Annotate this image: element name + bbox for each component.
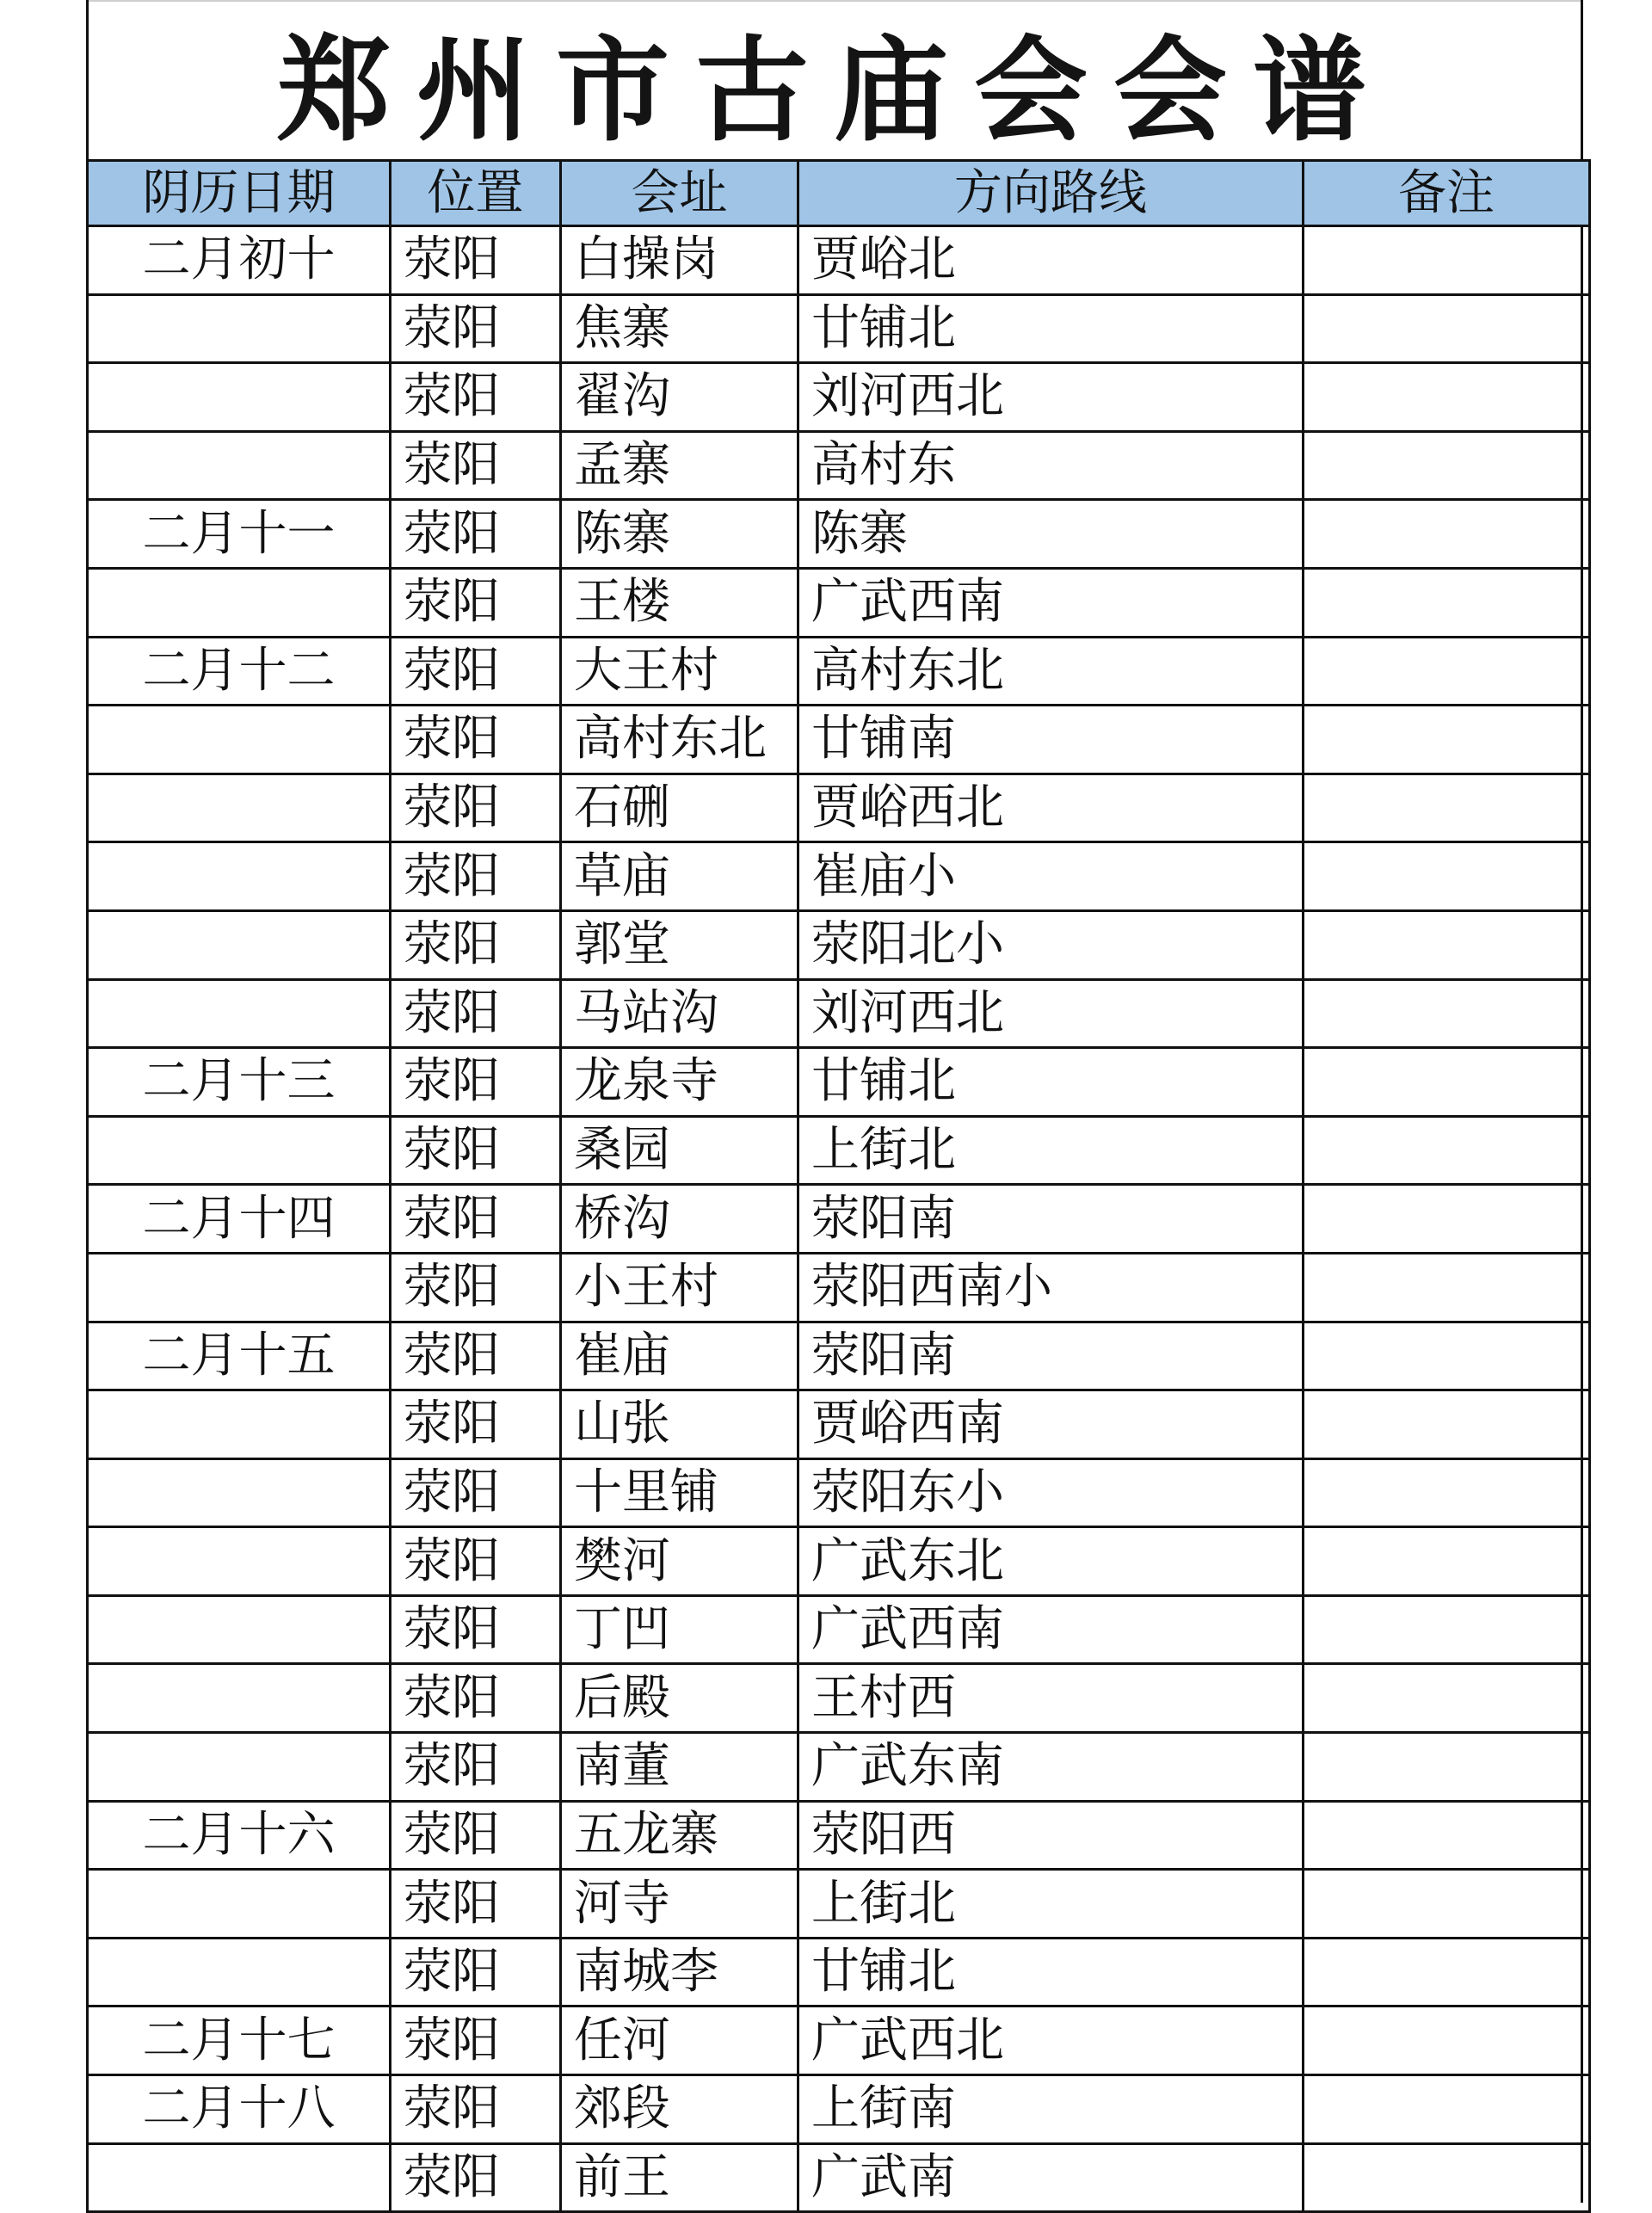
location-cell: 荥阳: [391, 1458, 561, 1527]
date-cell: [88, 1938, 391, 2006]
location-cell: 荥阳: [391, 1116, 561, 1185]
venue-cell: 桑园: [561, 1116, 798, 1185]
venue-cell: 高村东北: [561, 706, 798, 774]
date-cell: 二月十三: [88, 1048, 391, 1117]
table-row: [88, 1253, 1590, 1322]
date-cell: 二月十一: [88, 500, 391, 569]
route-cell: 王村西: [798, 1664, 1304, 1733]
route-cell: 广武南: [798, 2143, 1304, 2212]
table-row: [88, 431, 1590, 500]
location-cell: 荥阳: [391, 1595, 561, 1664]
date-cell: [88, 774, 391, 842]
route-cell: 贾峪北: [798, 226, 1304, 295]
route-cell: 广武西南: [798, 1595, 1304, 1664]
venue-cell: 后殿: [561, 1664, 798, 1733]
route-cell: 贾峪西南: [798, 1390, 1304, 1459]
date-cell: [88, 568, 391, 637]
route-cell: 荥阳北小: [798, 910, 1304, 979]
venue-cell: 南董: [561, 1733, 798, 1802]
notes-cell: [1304, 1390, 1590, 1459]
venue-cell: 十里铺: [561, 1458, 798, 1527]
venue-cell: 马站沟: [561, 979, 798, 1048]
date-cell: [88, 1733, 391, 1802]
route-cell: 荥阳东小: [798, 1458, 1304, 1527]
venue-cell: 大王村: [561, 637, 798, 706]
venue-cell: 孟寨: [561, 431, 798, 500]
spreadsheet-page: [86, 0, 1583, 2203]
header-notes: 备注: [1304, 161, 1590, 226]
location-cell: 荥阳: [391, 1938, 561, 2006]
location-cell: 荥阳: [391, 2075, 561, 2144]
location-cell: 荥阳: [391, 842, 561, 911]
table-row: [88, 706, 1590, 774]
venue-cell: 翟沟: [561, 363, 798, 432]
notes-cell: [1304, 1870, 1590, 1939]
route-cell: 荥阳南: [798, 1322, 1304, 1390]
route-cell: 广武西北: [798, 2006, 1304, 2075]
date-cell: [88, 1116, 391, 1185]
date-cell: 二月十五: [88, 1322, 391, 1390]
date-cell: [88, 363, 391, 432]
date-cell: 二月十二: [88, 637, 391, 706]
location-cell: 荥阳: [391, 500, 561, 569]
date-cell: 二月十六: [88, 1801, 391, 1870]
venue-cell: 南城李: [561, 1938, 798, 2006]
location-cell: 荥阳: [391, 637, 561, 706]
location-cell: 荥阳: [391, 1801, 561, 1870]
table-row: [88, 1664, 1590, 1733]
location-cell: 荥阳: [391, 363, 561, 432]
table-row: [88, 774, 1590, 842]
date-cell: [88, 294, 391, 363]
notes-cell: [1304, 1458, 1590, 1527]
venue-cell: 草庙: [561, 842, 798, 911]
notes-cell: [1304, 842, 1590, 911]
notes-cell: [1304, 431, 1590, 500]
notes-cell: [1304, 1185, 1590, 1254]
notes-cell: [1304, 363, 1590, 432]
notes-cell: [1304, 568, 1590, 637]
location-cell: 荥阳: [391, 1870, 561, 1939]
location-cell: 荥阳: [391, 1527, 561, 1596]
date-cell: [88, 1595, 391, 1664]
route-cell: 荥阳西南小: [798, 1253, 1304, 1322]
location-cell: 荥阳: [391, 1048, 561, 1117]
route-cell: 刘河西北: [798, 363, 1304, 432]
location-cell: 荥阳: [391, 1390, 561, 1459]
route-cell: 高村东: [798, 431, 1304, 500]
notes-cell: [1304, 1048, 1590, 1117]
header-lunar-date: 阴历日期: [88, 161, 391, 226]
notes-cell: [1304, 2075, 1590, 2144]
location-cell: 荥阳: [391, 2006, 561, 2075]
notes-cell: [1304, 706, 1590, 774]
location-cell: 荥阳: [391, 979, 561, 1048]
route-cell: 上街南: [798, 2075, 1304, 2144]
venue-cell: 前王: [561, 2143, 798, 2212]
venue-cell: 五龙寨: [561, 1801, 798, 1870]
venue-cell: 郊段: [561, 2075, 798, 2144]
date-cell: [88, 842, 391, 911]
notes-cell: [1304, 637, 1590, 706]
route-cell: 刘河西北: [798, 979, 1304, 1048]
table-row: [88, 1870, 1590, 1939]
location-cell: 荥阳: [391, 774, 561, 842]
header-route: 方向路线: [798, 161, 1304, 226]
notes-cell: [1304, 1322, 1590, 1390]
location-cell: 荥阳: [391, 1664, 561, 1733]
date-cell: 二月十八: [88, 2075, 391, 2144]
location-cell: 荥阳: [391, 1253, 561, 1322]
table-row: [88, 1733, 1590, 1802]
table-row: [88, 2006, 1590, 2075]
route-cell: 上街北: [798, 1116, 1304, 1185]
route-cell: 廿铺北: [798, 1048, 1304, 1117]
header-row: [88, 161, 1590, 226]
table-row: [88, 637, 1590, 706]
notes-cell: [1304, 1595, 1590, 1664]
header-location: 位置: [391, 161, 561, 226]
date-cell: [88, 431, 391, 500]
venue-cell: 陈寨: [561, 500, 798, 569]
route-cell: 上街北: [798, 1870, 1304, 1939]
notes-cell: [1304, 2006, 1590, 2075]
table-row: [88, 910, 1590, 979]
venue-cell: 任河: [561, 2006, 798, 2075]
table-row: [88, 363, 1590, 432]
page-title: 郑州市古庙会会谱: [89, 0, 1581, 159]
location-cell: 荥阳: [391, 294, 561, 363]
venue-cell: 石硎: [561, 774, 798, 842]
date-cell: [88, 1253, 391, 1322]
route-cell: 荥阳南: [798, 1185, 1304, 1254]
table-row: [88, 1938, 1590, 2006]
route-cell: 广武东南: [798, 1733, 1304, 1802]
notes-cell: [1304, 1664, 1590, 1733]
location-cell: 荥阳: [391, 226, 561, 295]
date-cell: [88, 1664, 391, 1733]
date-cell: 二月初十: [88, 226, 391, 295]
header-venue: 会址: [561, 161, 798, 226]
notes-cell: [1304, 1801, 1590, 1870]
route-cell: 贾峪西北: [798, 774, 1304, 842]
location-cell: 荥阳: [391, 568, 561, 637]
route-cell: 廿铺南: [798, 706, 1304, 774]
table-row: [88, 1185, 1590, 1254]
table-row: [88, 1390, 1590, 1459]
venue-cell: 白操岗: [561, 226, 798, 295]
table-row: [88, 1322, 1590, 1390]
notes-cell: [1304, 500, 1590, 569]
notes-cell: [1304, 1733, 1590, 1802]
table-row: [88, 1048, 1590, 1117]
table-row: [88, 568, 1590, 637]
date-cell: [88, 910, 391, 979]
table-row: [88, 842, 1590, 911]
date-cell: [88, 2143, 391, 2212]
route-cell: 广武西南: [798, 568, 1304, 637]
notes-cell: [1304, 1527, 1590, 1596]
venue-cell: 桥沟: [561, 1185, 798, 1254]
notes-cell: [1304, 1938, 1590, 2006]
date-cell: [88, 1870, 391, 1939]
date-cell: [88, 1527, 391, 1596]
route-cell: 廿铺北: [798, 294, 1304, 363]
notes-cell: [1304, 774, 1590, 842]
notes-cell: [1304, 294, 1590, 363]
route-cell: 高村东北: [798, 637, 1304, 706]
venue-cell: 龙泉寺: [561, 1048, 798, 1117]
table-body: [88, 226, 1590, 2212]
date-cell: [88, 1458, 391, 1527]
venue-cell: 焦寨: [561, 294, 798, 363]
notes-cell: [1304, 1253, 1590, 1322]
venue-cell: 丁凹: [561, 1595, 798, 1664]
table-row: [88, 979, 1590, 1048]
location-cell: 荥阳: [391, 431, 561, 500]
venue-cell: 小王村: [561, 1253, 798, 1322]
notes-cell: [1304, 226, 1590, 295]
date-cell: [88, 979, 391, 1048]
notes-cell: [1304, 2143, 1590, 2212]
table-row: [88, 500, 1590, 569]
route-cell: 荥阳西: [798, 1801, 1304, 1870]
location-cell: 荥阳: [391, 910, 561, 979]
location-cell: 荥阳: [391, 1733, 561, 1802]
route-cell: 陈寨: [798, 500, 1304, 569]
venue-cell: 山张: [561, 1390, 798, 1459]
table-row: [88, 1527, 1590, 1596]
location-cell: 荥阳: [391, 706, 561, 774]
venue-cell: 郭堂: [561, 910, 798, 979]
date-cell: [88, 706, 391, 774]
table-row: [88, 2143, 1590, 2212]
venue-cell: 王楼: [561, 568, 798, 637]
route-cell: 广武东北: [798, 1527, 1304, 1596]
table-row: [88, 1458, 1590, 1527]
date-cell: [88, 1390, 391, 1459]
location-cell: 荥阳: [391, 2143, 561, 2212]
venue-cell: 崔庙: [561, 1322, 798, 1390]
location-cell: 荥阳: [391, 1322, 561, 1390]
location-cell: 荥阳: [391, 1185, 561, 1254]
notes-cell: [1304, 979, 1590, 1048]
date-cell: 二月十四: [88, 1185, 391, 1254]
table-row: [88, 294, 1590, 363]
temple-fair-table: [86, 159, 1591, 2213]
table-row: [88, 1116, 1590, 1185]
route-cell: 崔庙小: [798, 842, 1304, 911]
date-cell: 二月十七: [88, 2006, 391, 2075]
table-row: [88, 1801, 1590, 1870]
table-row: [88, 226, 1590, 295]
table-row: [88, 2075, 1590, 2144]
notes-cell: [1304, 1116, 1590, 1185]
venue-cell: 樊河: [561, 1527, 798, 1596]
route-cell: 廿铺北: [798, 1938, 1304, 2006]
venue-cell: 河寺: [561, 1870, 798, 1939]
notes-cell: [1304, 910, 1590, 979]
table-row: [88, 1595, 1590, 1664]
